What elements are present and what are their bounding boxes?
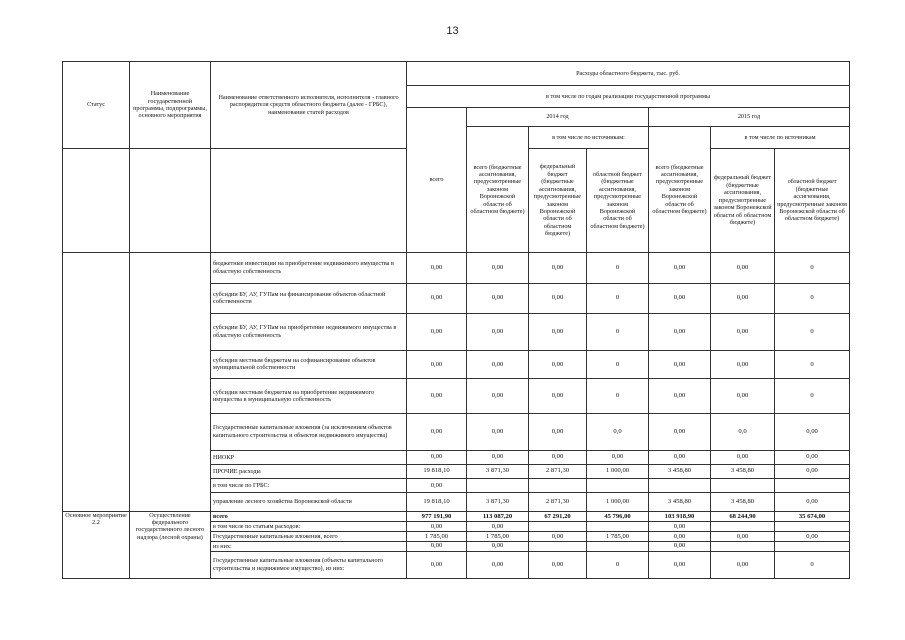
header-by-years: в том числе по годам реализации государственной программы	[407, 85, 850, 107]
value-cell: 0,00	[711, 350, 775, 378]
header-2015-federal: федеральный бюджет (бюджетные ассигнования, предусмотренные законом Воронежской области об областном бюджете)	[711, 148, 775, 252]
value-cell: 1 000,00	[587, 464, 649, 478]
expense-item-label: всего	[211, 511, 407, 522]
value-cell	[529, 479, 587, 493]
header-status: Статус	[63, 62, 130, 149]
value-cell: 3 458,80	[711, 493, 775, 511]
expense-item-label: Государственные капитальные вложения (объекты капитального строительства и недвижимое имущество), из них:	[211, 551, 407, 578]
value-cell: 3 458,80	[649, 493, 711, 511]
expense-item-label: в том числе по ГРБС:	[211, 479, 407, 493]
value-cell: 0,00	[775, 532, 850, 542]
header-total: всего	[407, 107, 467, 253]
value-cell: 0,00	[711, 283, 775, 313]
value-cell: 0	[775, 283, 850, 313]
value-cell: 0,00	[467, 522, 529, 532]
value-cell: 2 871,30	[529, 493, 587, 511]
value-cell	[711, 522, 775, 532]
value-cell: 0,00	[711, 253, 775, 283]
value-cell: 1 785,00	[467, 532, 529, 542]
header-year-2015: 2015 год	[649, 107, 850, 127]
expense-item-label: ПРОЧИЕ расходы	[211, 464, 407, 478]
table-row	[63, 253, 850, 283]
value-cell: 0,00	[649, 379, 711, 414]
value-cell: 0,00	[529, 313, 587, 350]
value-cell: 0,00	[467, 551, 529, 578]
value-cell: 0	[587, 253, 649, 283]
header-2014-total: всего (бюджетные ассигнования, предусмотренные законом Воронежской области об областном бюджете)	[467, 127, 529, 253]
value-cell: 0,00	[775, 450, 850, 464]
value-cell: 0,00	[467, 379, 529, 414]
value-cell: 0,00	[529, 350, 587, 378]
value-cell: 0,00	[587, 450, 649, 464]
value-cell	[775, 522, 850, 532]
value-cell: 0	[587, 313, 649, 350]
value-cell: 0,00	[649, 313, 711, 350]
value-cell: 0,00	[407, 253, 467, 283]
value-cell: 0,00	[467, 283, 529, 313]
header-spacer	[63, 148, 130, 252]
expense-item-label: субсидии местным бюджетам на приобретение недвижимого имущества в муниципальную собственность	[211, 379, 407, 414]
value-cell: 0,00	[649, 551, 711, 578]
value-cell: 0,00	[467, 541, 529, 551]
value-cell: 0	[587, 379, 649, 414]
header-2015-total: всего (бюджетные ассигнования, предусмотренные законом Воронежской области об областном бюджете)	[649, 127, 711, 253]
value-cell: 0,00	[649, 283, 711, 313]
header-2014-federal: федеральный бюджет (бюджетные ассигнования, предусмотренные законом Воронежской области об областном бюджете)	[529, 148, 587, 252]
header-2014-regional: областной бюджет (бюджетные ассигнования, предусмотренные законом Воронежской области об областном бюджете)	[587, 148, 649, 252]
table-row	[63, 511, 850, 522]
header-spacer	[130, 148, 211, 252]
value-cell	[587, 479, 649, 493]
value-cell: 0,00	[407, 522, 467, 532]
value-cell: 0	[587, 350, 649, 378]
page-number: 13	[446, 25, 459, 37]
value-cell	[649, 479, 711, 493]
value-cell: 3 458,80	[711, 464, 775, 478]
expense-item-label: в том числе по статьям расходов:	[211, 522, 407, 532]
value-cell: 2 871,30	[529, 464, 587, 478]
value-cell: 0,00	[407, 450, 467, 464]
value-cell: 0,00	[529, 551, 587, 578]
value-cell	[775, 479, 850, 493]
value-cell: 0,00	[649, 253, 711, 283]
value-cell: 0,00	[407, 379, 467, 414]
value-cell: 0,00	[407, 551, 467, 578]
value-cell: 1 785,00	[407, 532, 467, 542]
value-cell: 0	[775, 379, 850, 414]
expense-item-label: управление лесного хозяйства Воронежской области	[211, 493, 407, 511]
header-program-name: Наименование государственной программы, подпрограммы, основного мероприятия	[130, 62, 211, 149]
value-cell: 0	[775, 313, 850, 350]
expense-item-label: субсидии БУ, АУ, ГУПам на финансирование объектов областной собственности	[211, 283, 407, 313]
value-cell: 0,0	[711, 413, 775, 450]
main-event-name: Осуществление федерального государственного лесного надзора (лесной охраны)	[130, 511, 211, 578]
value-cell: 0,00	[529, 532, 587, 542]
expense-item-label: субсидии БУ, АУ, ГУПам на приобретение недвижимого имущества в областную собственность	[211, 313, 407, 350]
value-cell: 0,00	[529, 413, 587, 450]
value-cell: 1 785,00	[587, 532, 649, 542]
expense-item-label: Государственные капитальные вложения, всего	[211, 532, 407, 542]
value-cell: 0,00	[649, 450, 711, 464]
expense-item-label: НИОКР	[211, 450, 407, 464]
main-event-status: Основное мероприятие 2.2	[63, 511, 130, 578]
value-cell	[587, 541, 649, 551]
value-cell	[529, 541, 587, 551]
value-cell	[711, 541, 775, 551]
value-cell	[529, 522, 587, 532]
value-cell: 19 818,10	[407, 464, 467, 478]
value-cell: 0,00	[711, 313, 775, 350]
value-cell: 0,00	[407, 413, 467, 450]
value-cell: 0,00	[775, 413, 850, 450]
value-cell: 0,00	[467, 350, 529, 378]
value-cell: 0,00	[649, 532, 711, 542]
value-cell: 0,00	[775, 464, 850, 478]
header-2015-by-sources: в том числе по источникам	[711, 127, 850, 149]
header-2014-by-sources: в том числе по источникам:	[529, 127, 649, 149]
header-executor: Наименование ответственного исполнителя, исполнителя - главного распорядителя средств областного бюджета (далее - ГРБС), наименование статей расходов	[211, 62, 407, 149]
value-cell: 0,00	[775, 493, 850, 511]
header-2015-regional: областной бюджет (бюджетные ассигнования, предусмотренные законом Воронежской области об областном бюджете)	[775, 148, 850, 252]
value-cell: 0,00	[711, 551, 775, 578]
header-spacer	[211, 148, 407, 252]
value-cell: 35 674,00	[775, 511, 850, 522]
value-cell	[711, 479, 775, 493]
value-cell: 0	[775, 551, 850, 578]
value-cell: 3 871,30	[467, 493, 529, 511]
value-cell: 0	[587, 551, 649, 578]
value-cell: 0,00	[407, 350, 467, 378]
name-empty-cell	[130, 253, 211, 511]
value-cell: 0,00	[407, 479, 467, 493]
value-cell: 0,00	[649, 350, 711, 378]
value-cell: 45 796,00	[587, 511, 649, 522]
value-cell	[587, 522, 649, 532]
value-cell: 0,0	[587, 413, 649, 450]
value-cell: 0,00	[649, 522, 711, 532]
value-cell: 3 871,30	[467, 464, 529, 478]
value-cell: 0,00	[407, 541, 467, 551]
value-cell: 103 918,90	[649, 511, 711, 522]
value-cell	[467, 479, 529, 493]
value-cell: 0,00	[711, 532, 775, 542]
value-cell: 1 000,00	[587, 493, 649, 511]
value-cell: 0,00	[649, 413, 711, 450]
value-cell: 0,00	[529, 379, 587, 414]
value-cell: 0,00	[467, 413, 529, 450]
value-cell: 977 191,90	[407, 511, 467, 522]
value-cell: 0,00	[529, 283, 587, 313]
value-cell: 0,00	[467, 253, 529, 283]
value-cell: 3 458,80	[649, 464, 711, 478]
value-cell: 0,00	[711, 379, 775, 414]
value-cell: 0	[775, 350, 850, 378]
value-cell: 0,00	[711, 450, 775, 464]
value-cell: 113 087,20	[467, 511, 529, 522]
expense-item-label: субсидии местным бюджетам на софинансирование объектов муниципальной собственности	[211, 350, 407, 378]
status-empty-cell	[63, 253, 130, 511]
header-year-2014: 2014 год	[467, 107, 649, 127]
expense-item-label: из них:	[211, 541, 407, 551]
expense-item-label: бюджетные инвестиции на приобретение недвижимого имущества в областную собственность	[211, 253, 407, 283]
expense-item-label: Государственные капитальные вложения (за исключением объектов капитального строительства и объектов недвижимого имущества)	[211, 413, 407, 450]
value-cell: 68 244,90	[711, 511, 775, 522]
value-cell: 0,00	[467, 450, 529, 464]
value-cell: 67 291,20	[529, 511, 587, 522]
header-expenses-title: Расходы областного бюджета, тыс. руб.	[407, 62, 850, 86]
value-cell: 0	[587, 283, 649, 313]
value-cell: 0,00	[529, 450, 587, 464]
budget-table	[62, 61, 850, 579]
value-cell: 0,00	[649, 541, 711, 551]
value-cell: 0,00	[467, 313, 529, 350]
value-cell: 19 818,10	[407, 493, 467, 511]
value-cell	[775, 541, 850, 551]
value-cell: 0,00	[407, 283, 467, 313]
value-cell: 0,00	[407, 313, 467, 350]
value-cell: 0	[775, 253, 850, 283]
value-cell: 0,00	[529, 253, 587, 283]
